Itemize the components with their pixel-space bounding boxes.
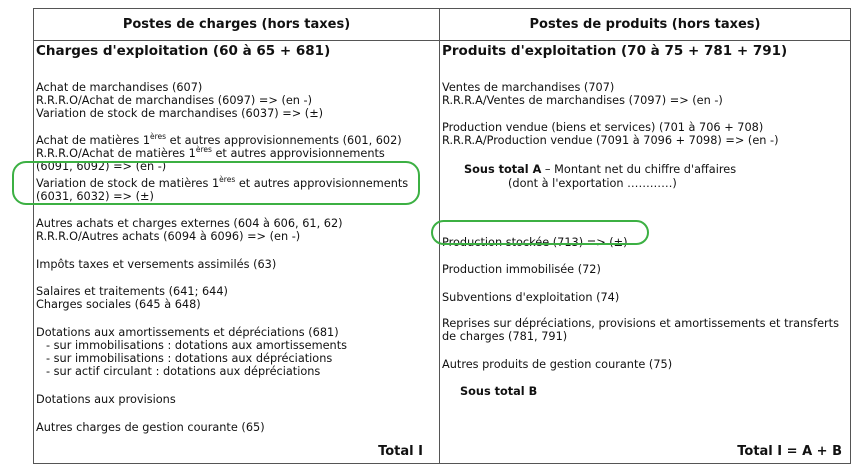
charge-line: Salaires et traitements (641; 644) <box>36 285 228 298</box>
produit-line: (dont à l'exportation …………) <box>508 177 677 190</box>
charge-line: Achat de marchandises (607) <box>36 81 203 94</box>
charge-line: (6031, 6032) => (±) <box>36 190 154 203</box>
charge-line: - sur immobilisations : dotations aux amortissements <box>46 339 348 352</box>
produit-line: Production immobilisée (72) <box>442 263 601 276</box>
charge-line: R.R.R.O/Achat de matières 1ères et autres approvisionnements <box>36 145 385 160</box>
charge-line: (6091, 6092) => (en -) <box>36 160 167 173</box>
produit-line: Subventions d'exploitation (74) <box>442 291 620 304</box>
charge-line: Achat de matières 1ères et autres approvisionnements (601, 602) <box>36 132 402 147</box>
produit-line: Ventes de marchandises (707) <box>442 81 615 94</box>
produits-section-title: Produits d'exploitation (70 à 75 + 781 + 791) <box>442 43 788 59</box>
produit-line: de charges (781, 791) <box>442 330 568 343</box>
charges-column <box>34 41 439 463</box>
charge-line: Variation de stock de matières 1ères et autres approvisionnements <box>36 175 409 190</box>
charge-line: R.R.R.O/Achat de marchandises (6097) => (en -) <box>36 94 313 107</box>
produit-line: Autres produits de gestion courante (75) <box>442 358 673 371</box>
charges-header: Postes de charges (hors taxes) <box>122 17 351 32</box>
highlight-production-stockee <box>431 220 649 245</box>
produits-header: Postes de produits (hors taxes) <box>529 17 761 32</box>
charge-line: Variation de stock de marchandises (6037) => (±) <box>36 107 324 120</box>
charge-line: Charges sociales (645 à 648) <box>36 298 201 311</box>
produit-line: Reprises sur dépréciations, provisions et amortissements et transferts <box>442 317 839 330</box>
highlight-variation-stock-matieres <box>12 161 420 205</box>
sous-total-b: Sous total B <box>460 385 538 398</box>
produit-line: Production stockée (713) => (±) <box>442 236 628 249</box>
charge-line: R.R.R.O/Autres achats (6094 à 6096) => (en -) <box>36 230 301 243</box>
total-charges: Total I <box>378 444 423 459</box>
charge-line: Autres achats et charges externes (604 à 606, 61, 62) <box>36 217 343 230</box>
total-produits: Total I = A + B <box>737 444 842 459</box>
charge-line: Dotations aux provisions <box>36 393 176 406</box>
charge-line: Impôts taxes et versements assimilés (63) <box>36 258 277 271</box>
charges-section-title: Charges d'exploitation (60 à 65 + 681) <box>36 43 331 59</box>
produit-line: Production vendue (biens et services) (701 à 706 + 708) <box>442 121 764 134</box>
produit-line: R.R.R.A/Production vendue (7091 à 7096 + 7098) => (en -) <box>442 134 779 147</box>
charge-line: Dotations aux amortissements et dépréciations (681) <box>36 326 339 339</box>
produit-line: R.R.R.A/Ventes de marchandises (7097) => (en -) <box>442 94 723 107</box>
sous-total-a: Sous total A – Montant net du chiffre d'affaires <box>464 163 737 176</box>
produits-column <box>440 41 850 463</box>
charge-line: Autres charges de gestion courante (65) <box>36 421 265 434</box>
charge-line: - sur actif circulant : dotations aux dépréciations <box>46 365 321 378</box>
charge-line: - sur immobilisations : dotations aux dépréciations <box>46 352 333 365</box>
